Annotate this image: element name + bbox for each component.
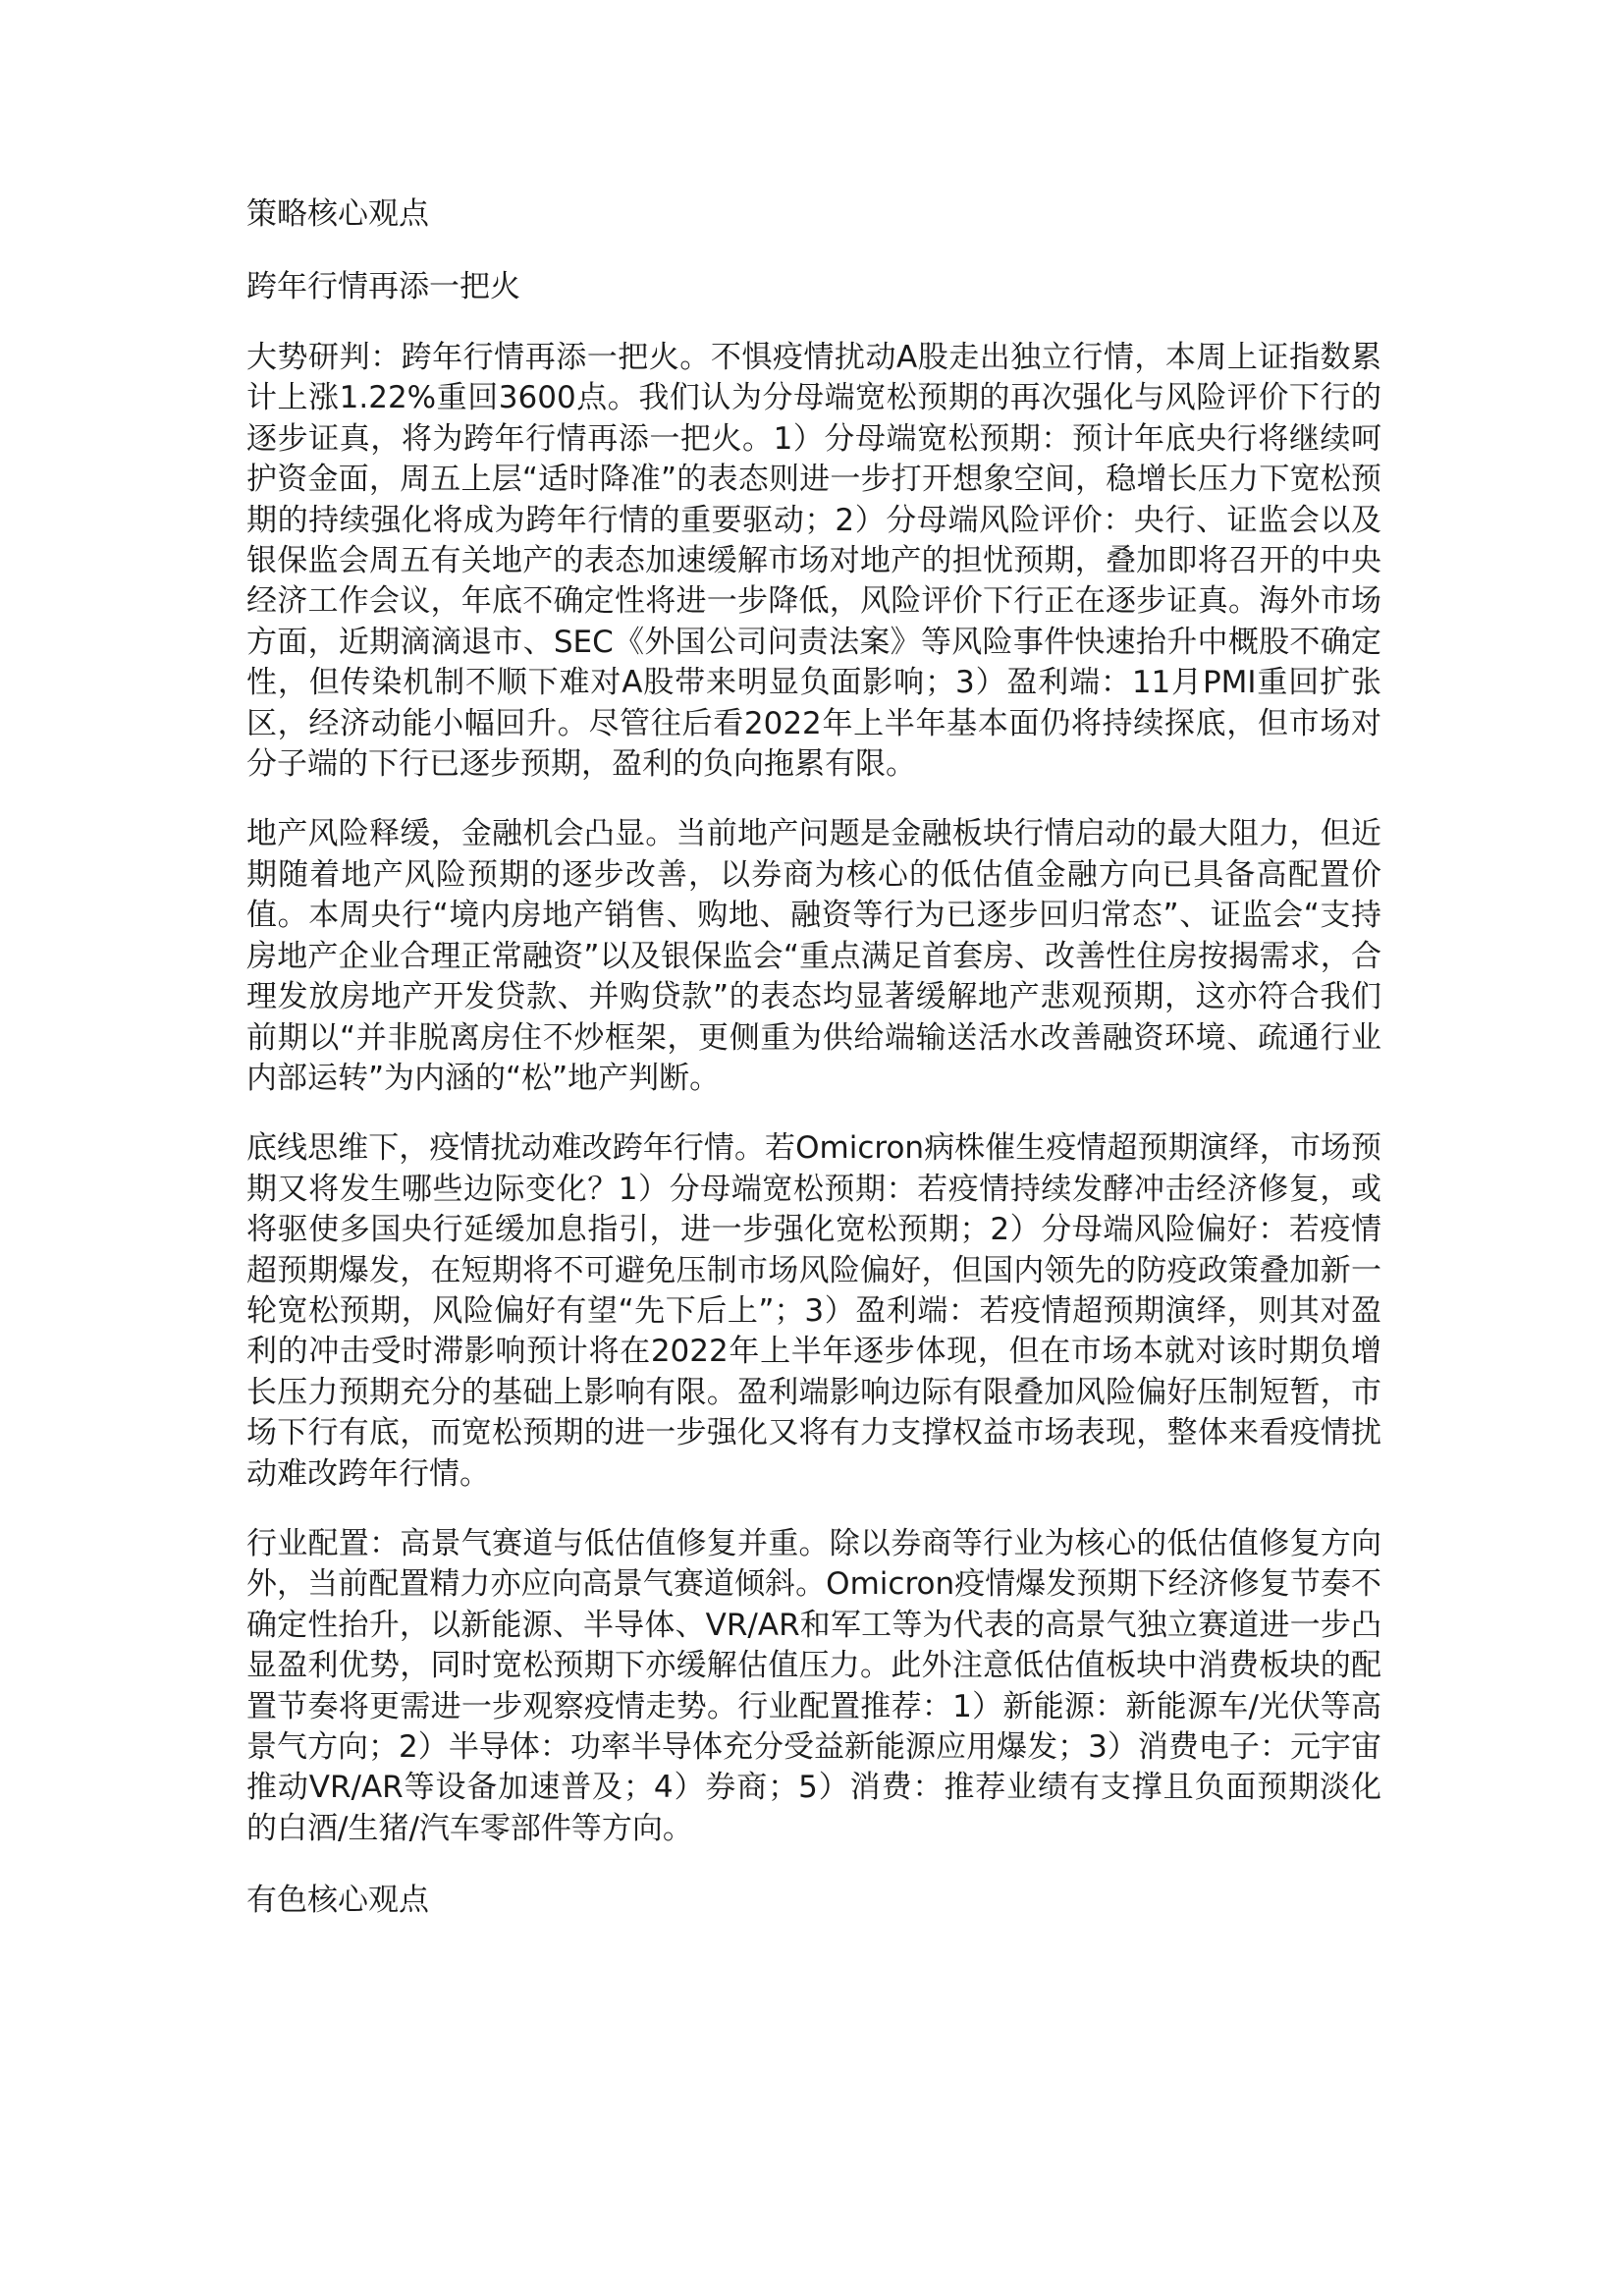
paragraph-industry-allocation: 行业配置：高景气赛道与低估值修复并重。除以券商等行业为核心的低估值修复方向外，当前配置精力亦应向高景气赛道倾斜。Omicron疫情爆发预期下经济修复节奏不确定性抬升，以新能源、半导体、VR/AR和军工等为代表的高景气独立赛道进一步凸显盈利优势，同时宽松预期下亦缓解估值压力。此外注意低估值板块中消费板块的配置节奏将更需进一步观察疫情走势。行业配置推荐：1）新能源：新能源车/光伏等高景气方向；2）半导体：功率半导体充分受益新能源应用爆发；3）消费电子：元宇宙推动VR/AR等设备加速普及；4）券商；5）消费：推荐业绩有支撑且负面预期淡化的白酒/生猪/汽车零部件等方向。 [246, 1525, 1381, 1846]
section-heading-nonferrous: 有色核心观点 [246, 1883, 429, 1919]
document-page [246, 192, 1381, 1951]
section-subheading: 跨年行情再添一把火 [246, 269, 520, 304]
paragraph-epidemic-scenario: 底线思维下，疫情扰动难改跨年行情。若Omicron病株催生疫情超预期演绎，市场预期又将发生哪些边际变化？1）分母端宽松预期：若疫情持续发酵冲击经济修复，或将驱使多国央行延缓加息指引，进一步强化宽松预期；2）分母端风险偏好：若疫情超预期爆发，在短期将不可避免压制市场风险偏好，但国内领先的防疫政策叠加新一轮宽松预期，风险偏好有望“先下后上”；3）盈利端：若疫情超预期演绎，则其对盈利的冲击受时滞影响预计将在2022年上半年逐步体现，但在市场本就对该时期负增长压力预期充分的基础上影响有限。盈利端影响边际有限叠加风险偏好压制短暂，市场下行有底，而宽松预期的进一步强化又将有力支撑权益市场表现，整体来看疫情扰动难改跨年行情。 [246, 1130, 1381, 1492]
paragraph-market-outlook: 大势研判：跨年行情再添一把火。不惧疫情扰动A股走出独立行情，本周上证指数累计上涨1.22%重回3600点。我们认为分母端宽松预期的再次强化与风险评价下行的逐步证真，将为跨年行情再添一把火。1）分母端宽松预期：预计年底央行将继续呵护资金面，周五上层“适时降准”的表态则进一步打开想象空间，稳增长压力下宽松预期的持续强化将成为跨年行情的重要驱动；2）分母端风险评价：央行、证监会以及银保监会周五有关地产的表态加速缓解市场对地产的担忧预期，叠加即将召开的中央经济工作会议，年底不确定性将进一步降低，风险评价下行正在逐步证真。海外市场方面，近期滴滴退市、SEC《外国公司问责法案》等风险事件快速抬升中概股不确定性，但传染机制不顺下难对A股带来明显负面影响；3）盈利端：11月PMI重回扩张区，经济动能小幅回升。尽管往后看2022年上半年基本面仍将持续探底，但市场对分子端的下行已逐步预期，盈利的负向拖累有限。 [246, 340, 1381, 783]
paragraph-real-estate-finance: 地产风险释缓，金融机会凸显。当前地产问题是金融板块行情启动的最大阻力，但近期随着地产风险预期的逐步改善，以券商为核心的低估值金融方向已具备高配置价值。本周央行“境内房地产销售、购地、融资等行为已逐步回归常态”、证监会“支持房地产企业合理正常融资”以及银保监会“重点满足首套房、改善性住房按揭需求，合理发放房地产开发贷款、并购贷款”的表态均显著缓解地产悲观预期，这亦符合我们前期以“并非脱离房住不炒框架，更侧重为供给端输送活水改善融资环境、疏通行业内部运转”为内涵的“松”地产判断。 [246, 816, 1381, 1096]
section-heading-strategy: 策略核心观点 [246, 196, 429, 232]
